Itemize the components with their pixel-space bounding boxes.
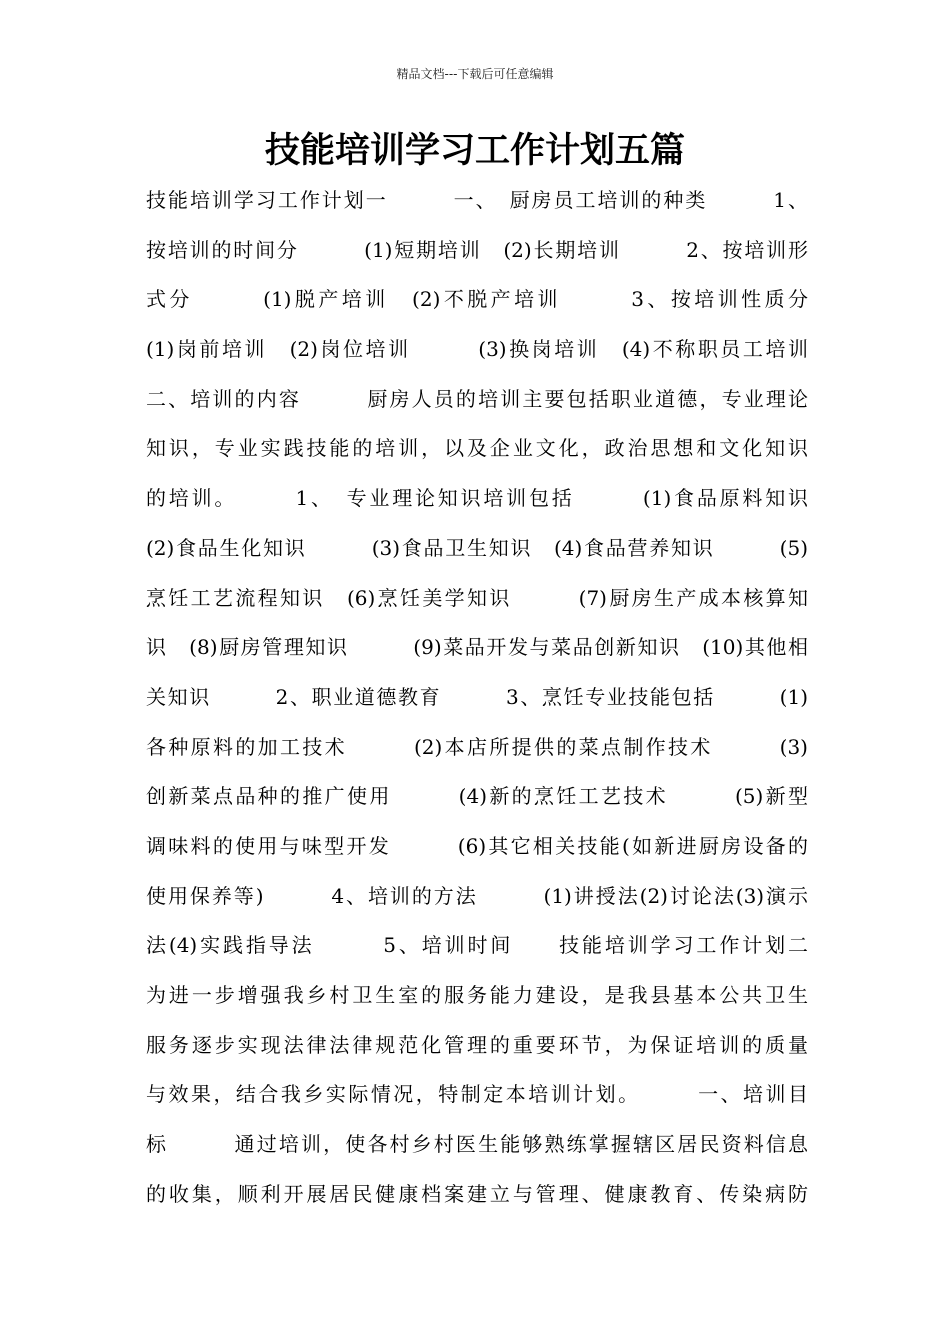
body-line: 服务逐步实现法律法律规范化管理的重要环节，为保证培训的质量 bbox=[146, 1032, 808, 1057]
body-line: (1)岗前培训 (2)岗位培训 (3)换岗培训 (4)不称职员工培训 bbox=[146, 337, 808, 362]
header-note: 精品文档---下载后可任意编辑 bbox=[396, 67, 554, 81]
document-body bbox=[146, 176, 808, 1219]
body-line: 识 (8)厨房管理知识 (9)菜品开发与菜品创新知识 (10)其他相 bbox=[146, 635, 808, 660]
body-line: 的收集，顺利开展居民健康档案建立与管理、健康教育、传染病防 bbox=[146, 1181, 808, 1206]
body-line: 知识，专业实践技能的培训，以及企业文化，政治思想和文化知识 bbox=[146, 436, 808, 461]
document-title: 技能培训学习工作计划五篇 bbox=[264, 131, 685, 171]
body-line: 式分 (1)脱产培训 (2)不脱产培训 3、按培训性质分 bbox=[146, 287, 808, 312]
body-line: 调味料的使用与味型开发 (6)其它相关技能(如新进厨房设备的 bbox=[146, 833, 808, 858]
body-line: 技能培训学习工作计划一 一、 厨房员工培训的种类 1、 bbox=[146, 188, 808, 212]
body-line: 与效果，结合我乡实际情况，特制定本培训计划。 一、培训目 bbox=[146, 1082, 808, 1107]
body-line: 二、培训的内容 厨房人员的培训主要包括职业道德，专业理论 bbox=[146, 386, 808, 411]
body-line: 关知识 2、职业道德教育 3、烹饪专业技能包括 (1) bbox=[146, 684, 808, 709]
body-line: (2)食品生化知识 (3)食品卫生知识 (4)食品营养知识 (5) bbox=[146, 535, 808, 560]
body-line: 烹饪工艺流程知识 (6)烹饪美学知识 (7)厨房生产成本核算知 bbox=[146, 585, 808, 610]
body-line: 法(4)实践指导法 5、培训时间 技能培训学习工作计划二 bbox=[146, 933, 808, 958]
body-line: 的培训。 1、 专业理论知识培训包括 (1)食品原料知识 bbox=[146, 486, 808, 511]
body-line: 创新菜点品种的推广使用 (4)新的烹饪工艺技术 (5)新型 bbox=[146, 784, 808, 809]
body-line: 为进一步增强我乡村卫生室的服务能力建设，是我县基本公共卫生 bbox=[146, 983, 808, 1007]
body-line: 各种原料的加工技术 (2)本店所提供的菜点制作技术 (3) bbox=[146, 734, 808, 759]
body-line: 标 通过培训，使各村乡村医生能够熟练掌握辖区居民资料信息 bbox=[146, 1132, 808, 1157]
body-line: 按培训的时间分 (1)短期培训 (2)长期培训 2、按培训形 bbox=[146, 237, 808, 262]
body-line: 使用保养等) 4、培训的方法 (1)讲授法(2)讨论法(3)演示 bbox=[146, 883, 808, 908]
